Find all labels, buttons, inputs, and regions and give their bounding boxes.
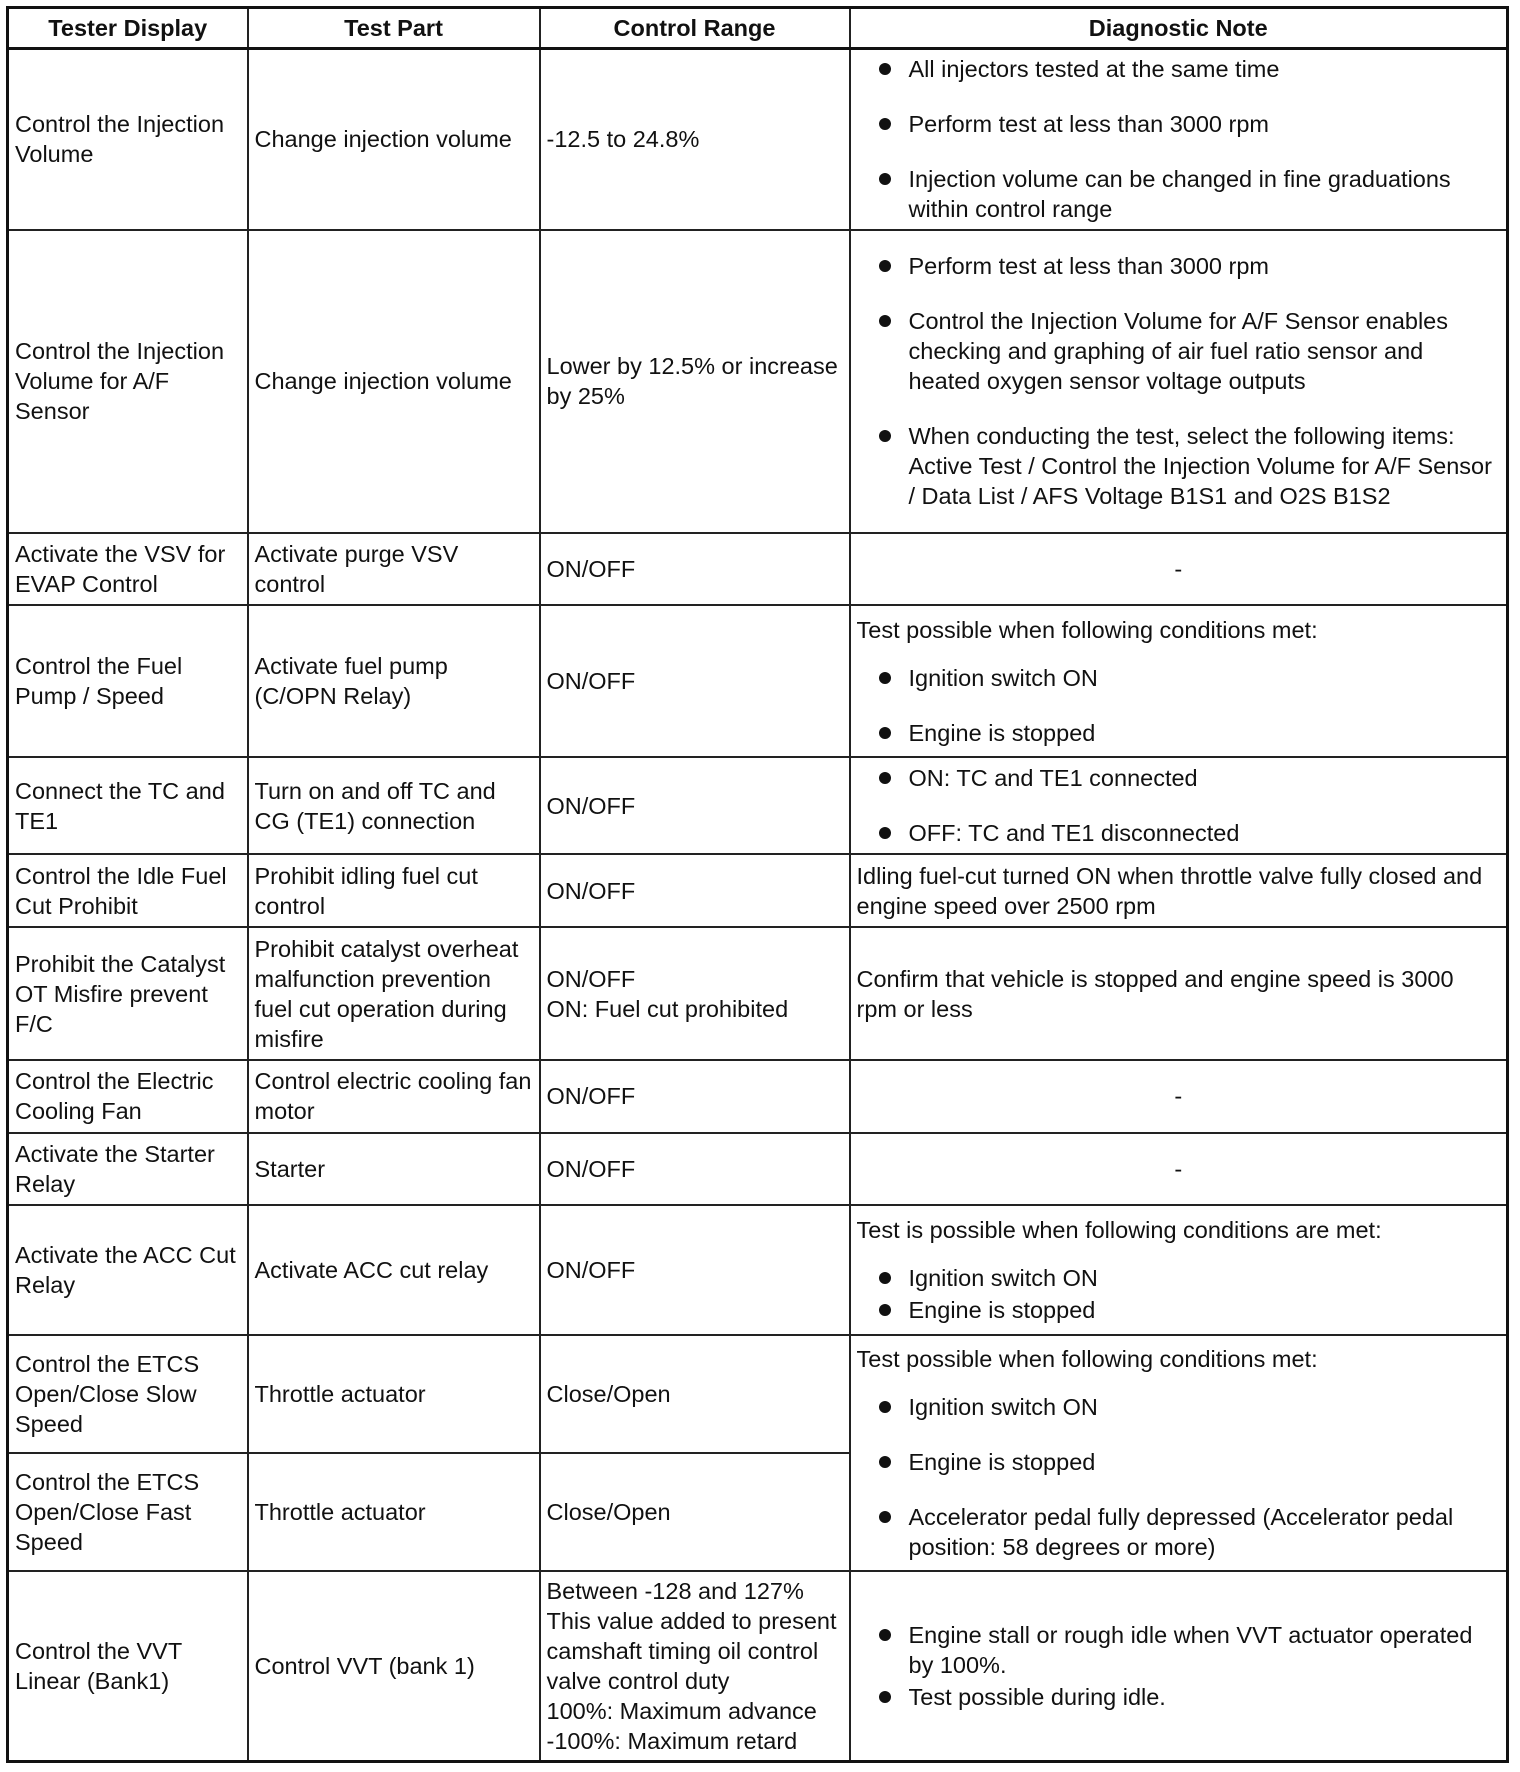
diagnostic-note-cell [850,1335,1508,1571]
tester-display-cell: Control the Injection Volume for A/F Sensor [8,230,248,533]
note-bullet-list [857,1392,1501,1562]
note-bullet: Control the Injection Volume for A/F Sensor enables checking and graphing of air fuel ratio sensor and heated oxygen sensor voltage outputs [857,306,1501,396]
test-part-cell: Starter [248,1133,540,1205]
tester-display-cell: Control the ETCS Open/Close Fast Speed [8,1453,248,1571]
note-bullet: Ignition switch ON [857,1392,1501,1422]
control-range-cell: ON/OFF ON: Fuel cut prohibited [540,927,850,1059]
note-bullet: Perform test at less than 3000 rpm [857,251,1501,281]
diagnostic-note-cell [850,230,1508,533]
control-range-cell: -12.5 to 24.8% [540,49,850,230]
table-row [8,1571,1508,1761]
tester-display-cell: Activate the Starter Relay [8,1133,248,1205]
note-bullet-list [857,251,1501,511]
diagnostic-note-cell [850,1205,1508,1335]
tester-display-cell: Prohibit the Catalyst OT Misfire prevent F/C [8,927,248,1059]
note-bullet-list [857,663,1501,748]
table-row [8,1133,1508,1205]
note-bullet: All injectors tested at the same time [857,54,1501,84]
tester-display-cell: Control the VVT Linear (Bank1) [8,1571,248,1761]
note-bullet: Ignition switch ON [857,1263,1501,1293]
header-row [8,8,1508,49]
note-lead-text: Test is possible when following conditions are met: [856,1216,1382,1243]
note-bullet: Injection volume can be changed in fine graduations within control range [857,164,1501,224]
test-part-cell: Throttle actuator [248,1335,540,1453]
tester-display-cell: Control the Injection Volume [8,49,248,230]
note-bullet: Ignition switch ON [857,663,1501,693]
tester-display-cell: Activate the VSV for EVAP Control [8,533,248,605]
header-diagnostic-note: Diagnostic Note [850,8,1508,49]
table-row [8,854,1508,927]
table-row [8,1060,1508,1133]
note-bullet-list [857,763,1501,848]
note-bullet-list [857,1263,1501,1325]
note-bullet: ON: TC and TE1 connected [857,763,1501,793]
tester-display-cell: Control the ETCS Open/Close Slow Speed [8,1335,248,1453]
tester-display-cell: Control the Electric Cooling Fan [8,1060,248,1133]
diagnostic-note-cell [850,1571,1508,1761]
control-range-cell: ON/OFF [540,533,850,605]
diagnostic-note-cell: - [850,1133,1508,1205]
note-bullet-list [857,54,1501,224]
table-row [8,230,1508,533]
note-bullet: Test possible during idle. [857,1682,1501,1712]
control-range-cell: ON/OFF [540,1133,850,1205]
test-part-cell: Prohibit idling fuel cut control [248,854,540,927]
header-control-range: Control Range [540,8,850,49]
test-part-cell: Activate purge VSV control [248,533,540,605]
table-row [8,605,1508,757]
tester-display-cell: Control the Fuel Pump / Speed [8,605,248,757]
tester-display-cell: Connect the TC and TE1 [8,757,248,854]
test-part-cell: Control electric cooling fan motor [248,1060,540,1133]
tester-display-cell: Activate the ACC Cut Relay [8,1205,248,1335]
table-row [8,927,1508,1059]
note-bullet: OFF: TC and TE1 disconnected [857,818,1501,848]
test-part-cell: Throttle actuator [248,1453,540,1571]
note-bullet: When conducting the test, select the following items: Active Test / Control the Injection Volume for A/F Sensor / Data List / AFS Voltage B1S1 and O2S B1S2 [857,421,1501,511]
active-test-table [6,6,1509,1763]
test-part-cell: Activate fuel pump (C/OPN Relay) [248,605,540,757]
header-test-part: Test Part [248,8,540,49]
control-range-cell: ON/OFF [540,1205,850,1335]
note-bullet: Engine is stopped [857,1295,1501,1325]
test-part-cell: Control VVT (bank 1) [248,1571,540,1761]
diagnostic-note-cell: - [850,533,1508,605]
table-row [8,533,1508,605]
control-range-cell: Lower by 12.5% or increase by 25% [540,230,850,533]
note-bullet: Engine is stopped [857,718,1501,748]
control-range-cell: ON/OFF [540,757,850,854]
table-row [8,1205,1508,1335]
control-range-cell: Close/Open [540,1453,850,1571]
diagnostic-note-cell: - [850,1060,1508,1133]
control-range-cell: Close/Open [540,1335,850,1453]
note-lead-text: Test possible when following conditions met: [856,1346,1318,1373]
note-bullet: Perform test at less than 3000 rpm [857,109,1501,139]
table-row [8,757,1508,854]
test-part-cell: Change injection volume [248,230,540,533]
tester-display-cell: Control the Idle Fuel Cut Prohibit [8,854,248,927]
test-part-cell: Prohibit catalyst overheat malfunction prevention fuel cut operation during misfire [248,927,540,1059]
note-bullet-list [857,1620,1501,1712]
diagnostic-note-cell [850,757,1508,854]
test-part-cell: Change injection volume [248,49,540,230]
note-lead-text: Test possible when following conditions met: [856,616,1318,643]
note-bullet: Engine stall or rough idle when VVT actuator operated by 100%. [857,1620,1501,1680]
control-range-cell: ON/OFF [540,1060,850,1133]
test-part-cell: Activate ACC cut relay [248,1205,540,1335]
control-range-cell: Between -128 and 127% This value added to present camshaft timing oil control valve control duty 100%: Maximum advance -100%: Maximum retard [540,1571,850,1761]
diagnostic-note-cell [850,605,1508,757]
table-row [8,49,1508,230]
control-range-cell: ON/OFF [540,605,850,757]
diagnostic-note-cell [850,49,1508,230]
diagnostic-note-cell: Confirm that vehicle is stopped and engine speed is 3000 rpm or less [850,927,1508,1059]
note-bullet: Accelerator pedal fully depressed (Accelerator pedal position: 58 degrees or more) [857,1502,1501,1562]
test-part-cell: Turn on and off TC and CG (TE1) connection [248,757,540,854]
table-row [8,1335,1508,1453]
header-tester-display: Tester Display [8,8,248,49]
note-bullet: Engine is stopped [857,1447,1501,1477]
diagnostic-note-cell: Idling fuel-cut turned ON when throttle valve fully closed and engine speed over 2500 rpm [850,854,1508,927]
control-range-cell: ON/OFF [540,854,850,927]
